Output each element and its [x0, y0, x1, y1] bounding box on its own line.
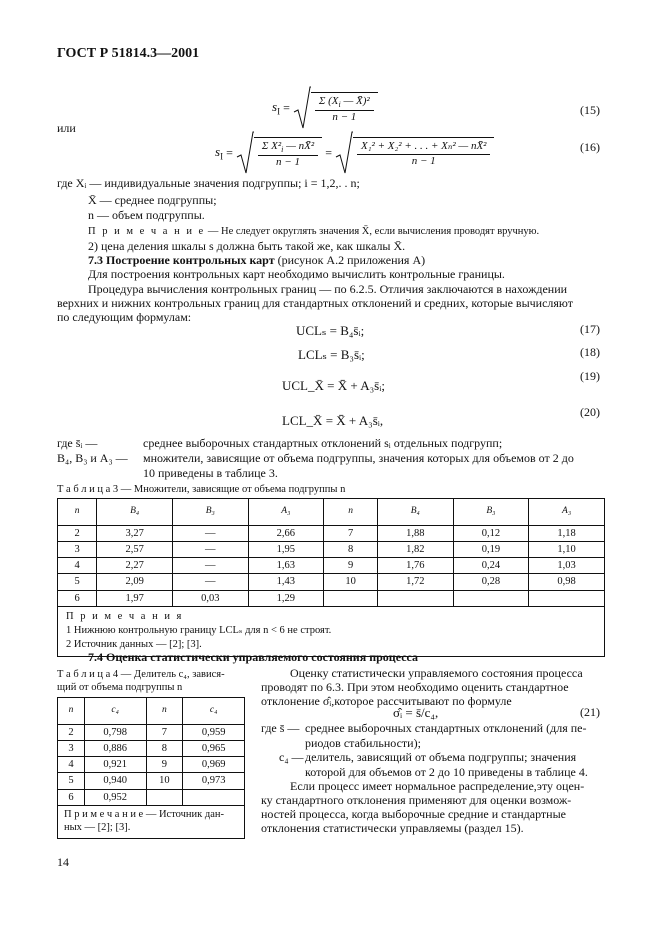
table-row: 5 0,940 10 0,973 [58, 773, 245, 789]
note-1: П р и м е ч а н и е — Не следует округлять значения X̄, если вычисления проводят вручную. [88, 226, 540, 237]
table-3-caption: Т а б л и ц а 3 — Множители, зависящие от объема подгруппы n [57, 484, 346, 495]
final-para-line2: ку стандартного отклонения применяют для оценки возмож- [261, 793, 572, 807]
definition-xbar: X̄ — среднее подгруппы; [88, 193, 217, 207]
equation-15: $s_I$ = $\frac{\Sigma (X_i — X̄̄)^2}{n - 1}$ [272, 86, 378, 130]
table-row: 2 3,27 — 2,66 7 1,88 0,12 1,18 [58, 526, 605, 542]
document-header: ГОСТ Р 51814.3—2001 [57, 46, 200, 61]
table-4-note-line2: ных — [2]; [3]. [64, 822, 131, 834]
table-3 [57, 498, 605, 657]
equation-16: $s_I$ = $\frac{\Sigma X^2_i — nX̄̄^2}{n - 1}$ = $\frac{\text{X₁² + X₂² + . . . + Xₙ² — nX̄̄²}}{n - 1}$ [215, 131, 494, 175]
table-3-note-1: 1 Нижнюю контрольную границу LCLₛ для n < 6 не строят. [66, 624, 332, 636]
table-4-note-line1: П р и м е ч а н и е — Источник дан- [64, 808, 225, 820]
table-3-header: A₃ [248, 499, 324, 526]
table-3-header: n [58, 499, 97, 526]
item-2: 2) цена деления шкалы s должна быть такой же, как шкалы X̄. [88, 239, 406, 253]
table-3-notes-label: П р и м е ч а н и я [66, 610, 184, 622]
section-7-3: 7.3 Построение контрольных карт (рисунок А.2 приложения А) [88, 253, 426, 267]
eq15-sqrt: $\frac{\Sigma (X_i — X̄̄)^2}{n - 1}$ [293, 86, 378, 130]
para-7-3-b-line3: по следующим формулам: [57, 310, 192, 324]
eq15-number: (15) [580, 103, 600, 117]
table-row: 6 0,952 [58, 789, 245, 805]
table-3-header: B₃ [453, 499, 529, 526]
table-row: 3 2,57 — 1,95 8 1,82 0,19 1,10 [58, 542, 605, 558]
table-4-caption-line1: Т а б л и ц а 4 — Делитель c₄, завися- [57, 669, 225, 680]
table-4-caption-line2: щий от объема подгруппы n [57, 682, 183, 693]
para-7-3-a: Для построения контрольных карт необходимо вычислить контрольные границы. [88, 267, 505, 281]
definition-sbar: где s̄ᵢ — среднее выборочных стандартных отклонений sᵢ отдельных подгрупп; [57, 436, 503, 450]
eq21-number: (21) [580, 705, 600, 719]
definition-c4-cont: которой для объемов от 2 до 10 приведены в таблице 4. [305, 765, 588, 779]
table-row: 2 0,798 7 0,959 [58, 725, 245, 741]
para-7-4-line1: Оценку статистически управляемого состояния процесса [290, 666, 583, 680]
equation-18: LCLₛ = B₃s̄ᵢ; [298, 347, 365, 362]
definition-n: n — объем подгруппы. [88, 208, 205, 222]
or-label: или [57, 121, 76, 135]
eq19-number: (19) [580, 369, 600, 383]
eq20-number: (20) [580, 405, 600, 419]
para-7-3-b-line1: Процедура вычисления контрольных границ — по 6.2.5. Отличия заключаются в нахождении [88, 282, 568, 296]
section-7-4-heading: 7.4 Оценка статистически управляемого состояния процесса [88, 650, 418, 664]
equation-19: UCL_X̄ = X̄̄ + A₃s̄ᵢ; [282, 378, 385, 393]
definition-s-bar: где s̄ — среднее выборочных стандартных отклонений (для пе- [261, 721, 587, 735]
table-3-header: n [324, 499, 378, 526]
table-3-header: B₄ [97, 499, 173, 526]
equation-21: σ̂ᵢ = s̄/c₄, [393, 705, 439, 720]
final-para-line3: ностей процесса, когда выборочные средние и стандартные [261, 807, 566, 821]
table-3-header: B₄ [378, 499, 454, 526]
table-row: 4 0,921 9 0,969 [58, 757, 245, 773]
para-7-4-line3: отклонение σ̂ᵢ,которое рассчитывают по формуле [261, 694, 512, 708]
eq16-number: (16) [580, 140, 600, 154]
table-row: 5 2,09 — 1,43 10 1,72 0,28 0,98 [58, 574, 605, 590]
eq18-number: (18) [580, 345, 600, 359]
table-row: 6 1,97 0,03 1,29 [58, 590, 605, 606]
definition-multipliers-cont: 10 приведены в таблице 3. [143, 466, 278, 480]
eq17-number: (17) [580, 322, 600, 336]
equation-20: LCL_X̄ = X̄̄ + A₃s̄ᵢ, [282, 413, 384, 428]
page-number: 14 [57, 855, 69, 869]
table-4-header-row: n c₄ n c₄ [58, 698, 245, 725]
eq15-lhs: $s_I$ [272, 98, 281, 117]
table-3-header: A₃ [529, 499, 605, 526]
table-4 [57, 697, 245, 839]
table-3-header: B₃ [172, 499, 248, 526]
definition-multipliers: B₄, B₃ и A₃ — множители, зависящие от объема подгруппы, значения которых для объемов от 2 до [57, 451, 574, 465]
table-row: 4 2,27 — 1,63 9 1,76 0,24 1,03 [58, 558, 605, 574]
definition-xi: где Xᵢ — индивидуальные значения подгруппы; i = 1,2,. . n; [57, 176, 360, 190]
table-3-note-2: 2 Источник данных — [2]; [3]. [66, 638, 202, 650]
final-para-line1: Если процесс имеет нормальное распределение,эту оцен- [290, 779, 585, 793]
final-para-line4: отклонения статистически управляемы (раздел 15). [261, 821, 524, 835]
para-7-4-line2: проводят по 6.3. При этом необходимо оценить стандартное [261, 680, 569, 694]
definition-s-bar-cont: риодов стабильности); [305, 736, 421, 750]
equation-17: UCLₛ = B₄s̄ᵢ; [296, 323, 365, 338]
definition-c4: c₄ —делитель, зависящий от объема подгруппы; значения [279, 750, 577, 764]
table-4-note-row [58, 805, 245, 838]
para-7-3-b-line2: верхних и нижних контрольных границ для стандартных отклонений и средних, которые вычисляют [57, 296, 573, 310]
table-3-header-row [58, 499, 605, 526]
table-row: 3 0,886 8 0,965 [58, 741, 245, 757]
